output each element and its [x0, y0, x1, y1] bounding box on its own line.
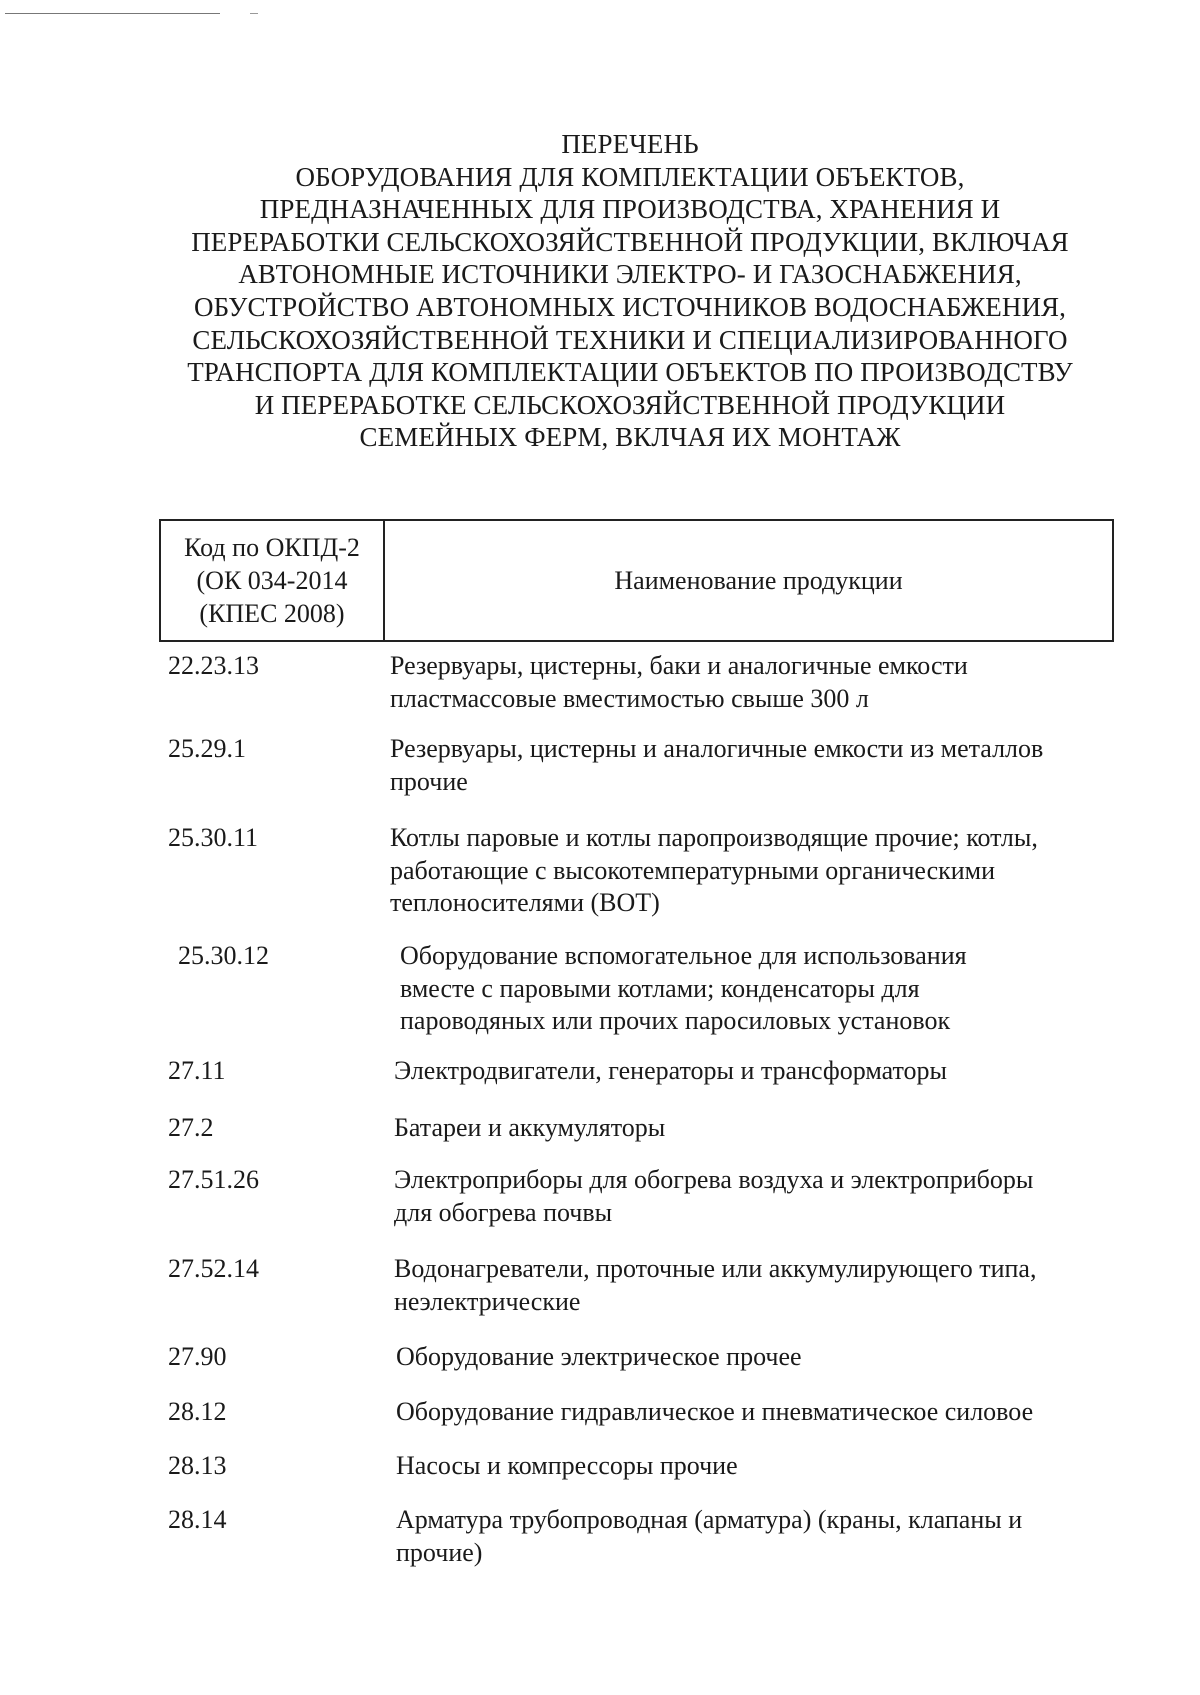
row-code: 27.52.14 [168, 1254, 259, 1283]
row-name [394, 1164, 1124, 1229]
row-name [400, 940, 1130, 1038]
row-name-line: вместе с паровыми котлами; конденсаторы для [400, 973, 920, 1003]
title-line: СЕМЕЙНЫХ ФЕРМ, ВКЛЧАЯ ИХ МОНТАЖ [359, 422, 901, 453]
row-code: 27.90 [168, 1342, 227, 1371]
row-code: 27.11 [168, 1056, 226, 1085]
row-code: 25.29.1 [168, 734, 246, 763]
row-name-line: Оборудование вспомогательное для использования [400, 941, 967, 970]
row-name-line: Котлы паровые и котлы паропроизводящие прочие; котлы, [390, 823, 1038, 852]
title-line: И ПЕРЕРАБОТКЕ СЕЛЬСКОХОЗЯЙСТВЕННОЙ ПРОДУКЦИИ [254, 389, 1006, 420]
header-code-line: Код по ОКПД-2 [184, 533, 360, 562]
row-name-line: Резервуары, цистерны и аналогичные емкости из металлов [390, 734, 1044, 763]
document-title [150, 128, 1110, 454]
row-name-line: прочие) [396, 1537, 483, 1567]
title-line: СЕЛЬСКОХОЗЯЙСТВЕННОЙ ТЕХНИКИ И СПЕЦИАЛИЗИРОВАННОГО [192, 324, 1068, 355]
row-name [396, 1504, 1126, 1569]
title-line: ПЕРЕРАБОТКИ СЕЛЬСКОХОЗЯЙСТВЕННОЙ ПРОДУКЦИИ, ВКЛЮЧАЯ [191, 226, 1069, 257]
title-line: ПРЕДНАЗНАЧЕННЫХ ДЛЯ ПРОИЗВОДСТВА, ХРАНЕНИЯ И [259, 194, 1001, 225]
title-line: ОБОРУДОВАНИЯ ДЛЯ КОМПЛЕКТАЦИИ ОБЪЕКТОВ, [295, 161, 965, 192]
row-name-line: Водонагреватели, проточные или аккумулирующего типа, [394, 1254, 1037, 1283]
row-name-line: неэлектрические [394, 1286, 581, 1316]
row-code: 27.51.26 [168, 1165, 259, 1194]
title-line: АВТОНОМНЫЕ ИСТОЧНИКИ ЭЛЕКТРО- И ГАЗОСНАБЖЕНИЯ, [238, 259, 1022, 290]
row-name-line: теплоносителями (ВОТ) [390, 888, 660, 917]
row-name-line: Электроприборы для обогрева воздуха и электроприборы [394, 1165, 1034, 1194]
row-name [390, 733, 1120, 798]
row-code: 25.30.12 [178, 941, 269, 970]
header-code-cell [161, 521, 385, 640]
scan-artifact-tick [250, 13, 258, 14]
row-name-line: работающие с высокотемпературными органическими [390, 855, 996, 885]
row-code: 22.23.13 [168, 651, 259, 680]
row-name [394, 1253, 1124, 1318]
row-name [394, 1112, 1124, 1145]
header-name-cell: Наименование продукции [614, 565, 903, 595]
row-name [390, 650, 1120, 715]
row-name-line: Оборудование гидравлическое и пневматическое силовое [396, 1397, 1034, 1426]
row-name [396, 1341, 1126, 1374]
row-code: 28.12 [168, 1397, 227, 1426]
title-line: ОБУСТРОЙСТВО АВТОНОМНЫХ ИСТОЧНИКОВ ВОДОСНАБЖЕНИЯ, [193, 291, 1067, 322]
row-name-line: Электродвигатели, генераторы и трансформаторы [394, 1056, 947, 1085]
row-name [394, 1055, 1124, 1088]
header-code-line: (ОК 034-2014 [196, 566, 348, 595]
row-code: 28.14 [168, 1505, 227, 1534]
row-name [396, 1396, 1126, 1429]
row-name-line: прочие [390, 766, 468, 796]
title-line: ПЕРЕЧЕНЬ [561, 129, 699, 159]
row-name [396, 1450, 1126, 1483]
row-name-line: для обогрева почвы [394, 1197, 613, 1227]
row-name-line: пароводяных или прочих паросиловых установок [400, 1006, 951, 1035]
row-code: 25.30.11 [168, 823, 259, 852]
row-code: 27.2 [168, 1113, 214, 1142]
row-name-line: Оборудование электрическое прочее [396, 1342, 802, 1371]
row-name-line: Батареи и аккумуляторы [394, 1113, 666, 1142]
table-header [159, 519, 1114, 642]
row-name-line: Арматура трубопроводная (арматура) (краны, клапаны и [396, 1505, 1023, 1534]
header-code-line: (КПЕС 2008) [199, 599, 345, 628]
scan-artifact-line [5, 13, 220, 14]
title-line: ТРАНСПОРТА ДЛЯ КОМПЛЕКТАЦИИ ОБЪЕКТОВ ПО ПРОИЗВОДСТВУ [187, 357, 1073, 388]
row-code: 28.13 [168, 1451, 227, 1480]
row-name-line: пластмассовые вместимостью свыше 300 л [390, 683, 869, 713]
row-name-line: Насосы и компрессоры прочие [396, 1451, 738, 1480]
row-name-line: Резервуары, цистерны, баки и аналогичные емкости [390, 651, 968, 680]
row-name [390, 822, 1120, 920]
